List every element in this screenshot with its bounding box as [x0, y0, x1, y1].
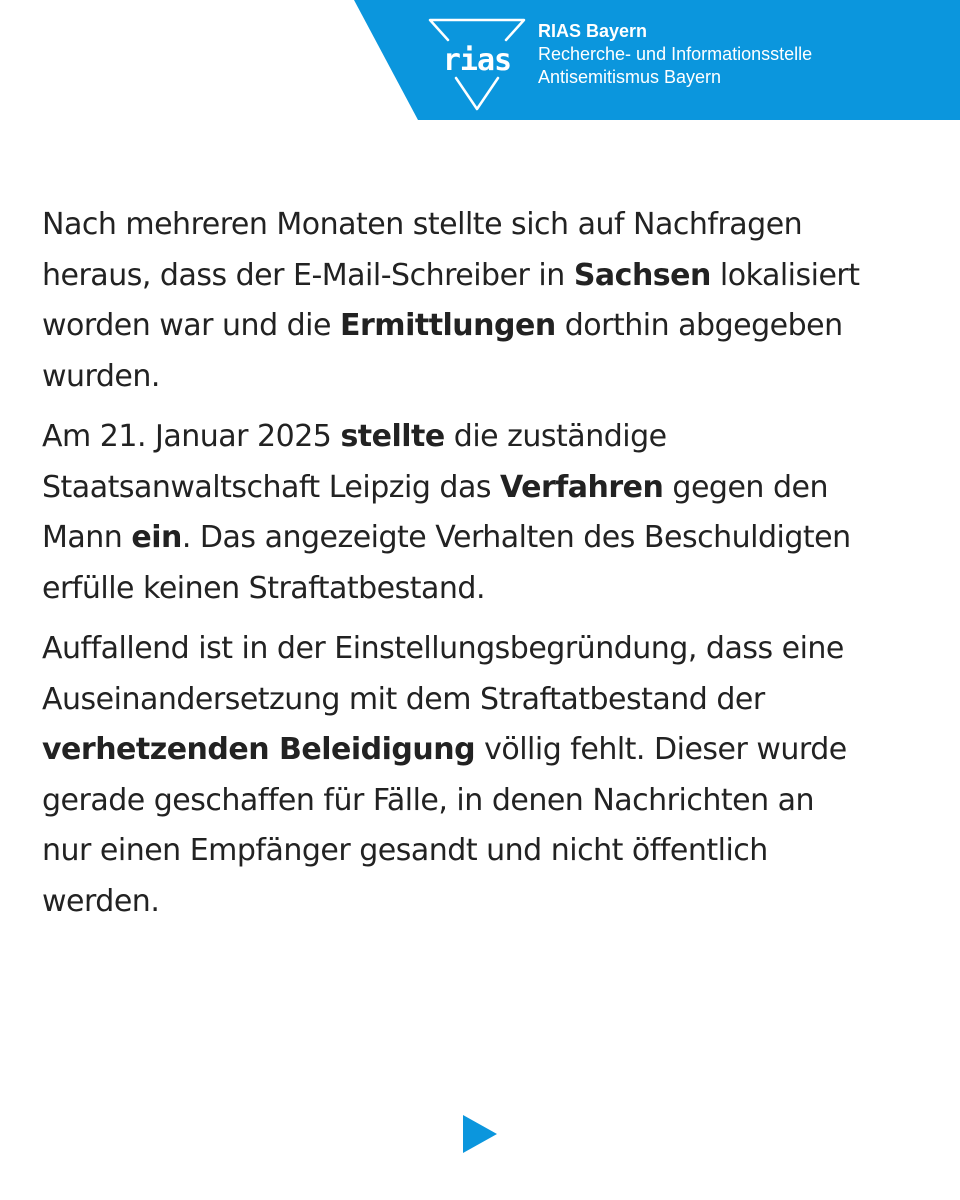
text: dorthin abgegeben [555, 308, 843, 343]
bold-text: ein [131, 520, 182, 555]
text-line [42, 675, 922, 726]
text: werden. [42, 883, 160, 919]
text: die zuständige [444, 419, 667, 454]
text: Auffallend ist in der Einstellungsbegründung, dass eine [42, 631, 844, 666]
article-body [42, 200, 922, 937]
text: gegen den [663, 469, 828, 505]
play-arrow-icon[interactable] [462, 1114, 498, 1154]
org-name: RIAS Bayern [538, 21, 648, 41]
text: nur einen Empfänger gesandt und nicht öffentlich [42, 833, 768, 868]
text: Mann [42, 520, 132, 555]
text: worden war und die [42, 308, 341, 343]
text-line [42, 412, 922, 463]
paragraph-3 [42, 624, 922, 927]
text-line [42, 725, 922, 776]
text-line [42, 352, 922, 403]
bold-text: Verfahren [500, 469, 664, 505]
text: . Das angezeigte Verhalten des Beschuldigten [181, 520, 851, 555]
paragraph-1 [42, 200, 922, 402]
text-line [42, 776, 922, 827]
text: Auseinandersetzung mit dem Straftatbestand der [42, 681, 765, 717]
text: gerade geschaffen für Fälle, in denen Nachrichten an [42, 782, 815, 818]
bold-text: Ermittlungen [340, 308, 556, 343]
paragraph-2 [42, 412, 922, 614]
text-line [42, 200, 922, 251]
text-line [42, 251, 922, 302]
rias-logo-icon [426, 14, 528, 112]
text: völlig fehlt. Dieser wurde [475, 732, 847, 767]
bold-text: Sachsen [573, 257, 711, 293]
text-line [42, 624, 922, 675]
text: wurden. [42, 358, 160, 394]
text: lokalisiert [710, 257, 860, 293]
text: heraus, dass der E-Mail-Schreiber in [42, 257, 574, 293]
org-subtitle-line2: Antisemitismus Bayern [538, 67, 722, 87]
text-line [42, 826, 922, 877]
text: Staatsanwaltschaft Leipzig das [42, 469, 501, 505]
text-line [42, 463, 922, 514]
text-line [42, 301, 922, 352]
text: erfülle keinen Straftatbestand. [42, 570, 485, 606]
text-line [42, 513, 922, 564]
org-subtitle-line1: Recherche- und Informationsstelle [538, 44, 813, 64]
text: Nach mehreren Monaten stellte sich auf Nachfragen [42, 207, 803, 242]
text: Am 21. Januar 2025 [42, 419, 341, 454]
logo-text: rias [442, 43, 512, 78]
bold-text: stellte [340, 419, 445, 454]
text-line [42, 564, 922, 615]
bold-text: verhetzenden Beleidigung [42, 732, 476, 767]
text-line [42, 877, 922, 928]
